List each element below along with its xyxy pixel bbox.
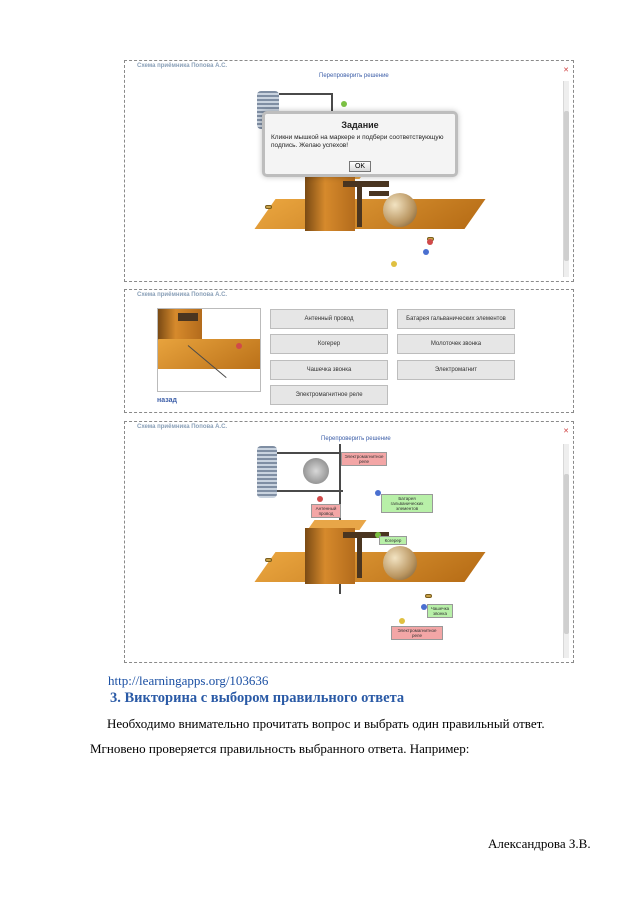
label-bell-cup[interactable]: Чашечка звонка (427, 604, 453, 618)
magnet-illustration (303, 458, 329, 484)
dialog-text: Кликни мышкой на маркере и подбери соответствующую подпись. Желаю успехов! (271, 134, 444, 149)
marker-pin-icon[interactable] (427, 239, 433, 245)
relay-mechanism (369, 191, 389, 196)
relay-mechanism (357, 538, 362, 578)
wooden-base (254, 199, 485, 229)
back-link[interactable]: назад (157, 397, 177, 404)
label-coherer[interactable]: Когерер (379, 536, 407, 545)
task-dialog (262, 111, 458, 177)
terminal-screw (265, 205, 272, 209)
answer-option[interactable]: Электромагнитное реле (270, 385, 388, 405)
label-relay-bottom[interactable]: Электромагнитное реле (391, 626, 443, 640)
marker-pin-icon[interactable] (391, 261, 397, 267)
answer-option[interactable]: Чашечка звонка (270, 360, 388, 380)
wire (277, 490, 343, 492)
coil-illustration (257, 446, 277, 498)
paragraph-line: Мгновено проверяется правильность выбранного ответа. Например: (90, 741, 470, 756)
marker-pin-icon[interactable] (236, 343, 242, 349)
apparatus-thumbnail (157, 308, 261, 392)
ok-button[interactable]: OK (349, 161, 371, 172)
app-title: Схема приёмника Попова А.С. (137, 424, 228, 430)
app-screenshot-labeled (124, 421, 574, 663)
bell-illustration (383, 546, 417, 580)
app-screenshot-matching (124, 289, 574, 413)
paragraph-line: Необходимо внимательно прочитать вопрос и выбрать один правильный ответ. (107, 716, 545, 731)
marker-pin-icon[interactable] (341, 101, 347, 107)
marker-pin-icon[interactable] (317, 496, 323, 502)
section-heading: 3. Викторина с выбором правильного ответа (110, 690, 405, 706)
scrollbar[interactable] (563, 444, 569, 658)
label-relay-top[interactable]: Электромагнитное реле (341, 452, 387, 466)
close-icon[interactable]: ✕ (563, 428, 569, 435)
answer-option[interactable]: Молоточек звонка (397, 334, 515, 354)
relay-mechanism (343, 181, 389, 187)
terminal-screw (425, 594, 432, 598)
bell-illustration (383, 193, 417, 227)
wire (279, 93, 331, 95)
scrollbar[interactable] (563, 81, 569, 277)
recheck-link[interactable]: Перепроверить решение (319, 73, 389, 79)
answer-option[interactable]: Электромагнит (397, 360, 515, 380)
scroll-thumb[interactable] (564, 474, 569, 634)
relay-mechanism (178, 313, 198, 321)
author-footer: Александрова З.В. (488, 836, 591, 851)
answer-option[interactable]: Антенный провод (270, 309, 388, 329)
close-icon[interactable]: ✕ (563, 67, 569, 74)
dialog-title: Задание (341, 120, 379, 130)
app-title: Схема приёмника Попова А.С. (137, 292, 228, 298)
marker-pin-icon[interactable] (399, 618, 405, 624)
wire (277, 452, 343, 454)
terminal-screw (265, 558, 272, 562)
recheck-link[interactable]: Перепроверить решение (321, 436, 391, 442)
app-title: Схема приёмника Попова А.С. (137, 63, 228, 69)
wooden-base (254, 552, 485, 582)
app-screenshot-task-dialog (124, 60, 574, 282)
answer-option[interactable]: Когерер (270, 334, 388, 354)
learningapps-link[interactable]: http://learningapps.org/103636 (108, 673, 269, 688)
marker-pin-icon[interactable] (423, 249, 429, 255)
scroll-thumb[interactable] (564, 111, 569, 261)
answer-option[interactable]: Батарея гальванических элементов (397, 309, 515, 329)
relay-mechanism (357, 187, 362, 227)
label-antenna[interactable]: Антенный провод (311, 504, 341, 518)
label-battery[interactable]: Батарея гальванических элементов (381, 494, 433, 513)
